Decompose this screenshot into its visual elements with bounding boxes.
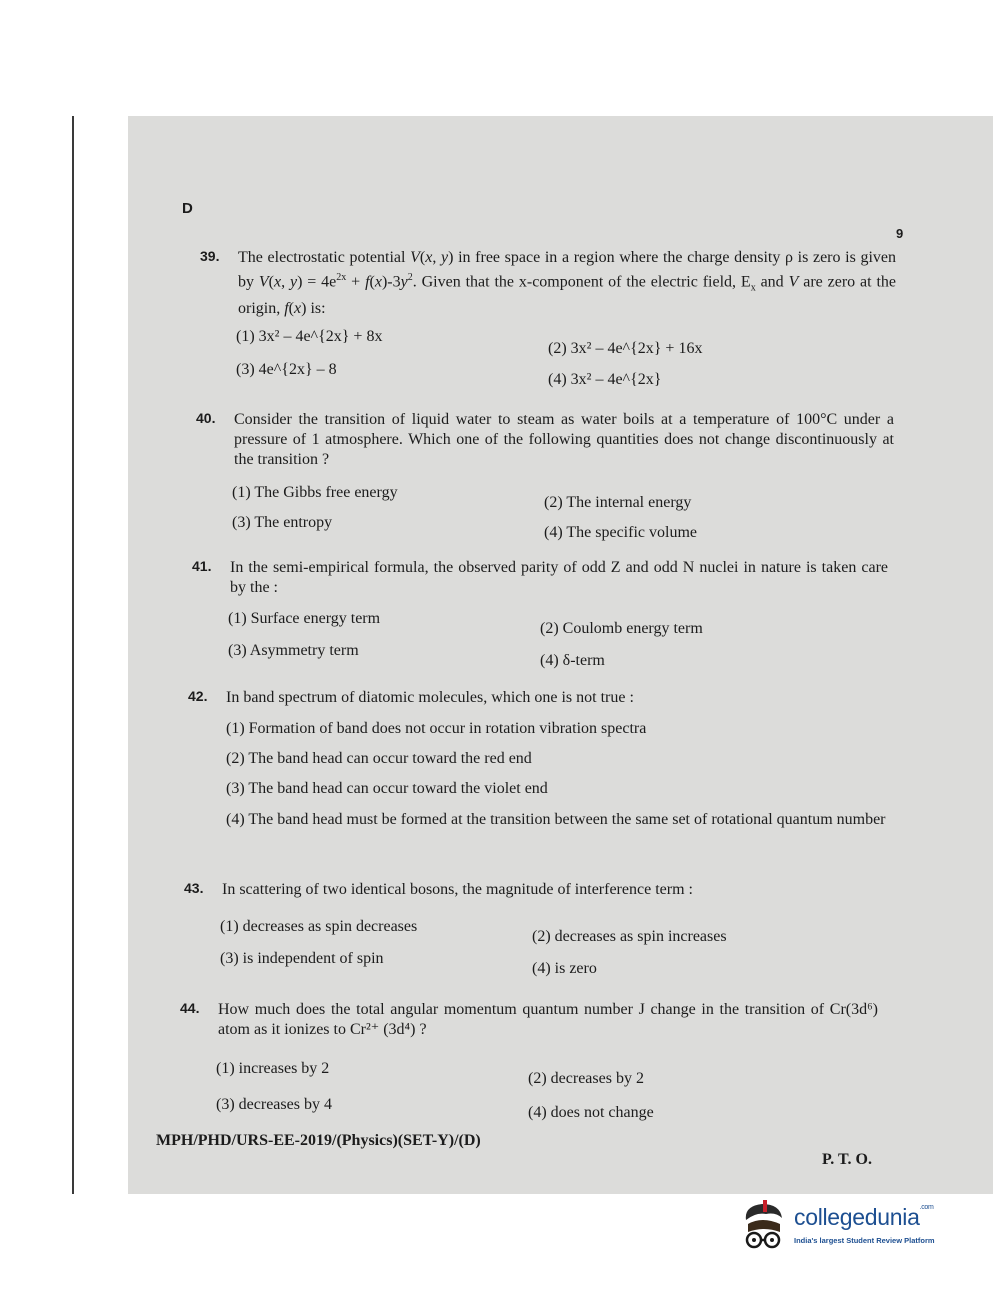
option-1: (1) Formation of band does not occur in rotation vibration spectra (226, 720, 647, 737)
question-number: 40. (196, 410, 216, 426)
page-edge-shadow (72, 116, 74, 1194)
option-1: (1) decreases as spin decreases (220, 918, 418, 935)
option-4: (4) The band head must be formed at the transition between the same set of rotational quantum number (226, 811, 886, 828)
question-stem: In the semi-empirical formula, the observed parity of odd Z and odd N nuclei in nature is taken care by the : (230, 559, 888, 596)
question-stem-rendered: The electrostatic potential V(x, y) in free space in a region where the charge density ρ is zero is given by V(x, $y) = 4e^{2x} + f(x)-3y^2$. Given that the x-component of the electric field, $E_x$ and V are zero at the origin, f(x) is: (238, 249, 897, 317)
option-1: (1) Surface energy term (228, 610, 381, 627)
question-stem: How much does the total angular momentum quantum number J change in the transition of Cr(3d⁶) atom as it ionizes to Cr²⁺ (3d⁴) ? (218, 1001, 878, 1038)
page-number: 9 (896, 226, 904, 241)
option-2: (2) 3x² – 4e^{2x} + 16x (548, 340, 703, 357)
question-41 (192, 558, 888, 669)
option-1: (1) The Gibbs free energy (232, 484, 398, 501)
option-3: (3) 4e^{2x} – 8 (236, 361, 337, 378)
option-4: (4) does not change (528, 1104, 654, 1121)
option-2: (2) The internal energy (544, 494, 692, 511)
option-4: (4) The specific volume (544, 524, 697, 541)
option-4: (4) 3x² – 4e^{2x} (548, 371, 662, 388)
logo-wordmark: collegedunia$^{.com}$ (794, 1204, 934, 1230)
question-number: 44. (180, 1000, 200, 1016)
set-letter: D (182, 200, 193, 217)
logo-tagline: India's largest Student Review Platform (794, 1236, 935, 1245)
option-2: (2) decreases by 2 (528, 1070, 644, 1087)
question-40 (196, 410, 894, 541)
pto-label: P. T. O. (822, 1151, 872, 1168)
option-4: (4) is zero (532, 960, 597, 977)
option-3: (3) decreases by 4 (216, 1096, 332, 1113)
option-3: (3) Asymmetry term (228, 642, 359, 659)
option-2: (2) decreases as spin increases (532, 928, 727, 945)
student-mascot-icon (736, 1198, 792, 1258)
question-stem: Consider the transition of liquid water to steam as water boils at a temperature of 100°C under a pressure of 1 atmosphere. Which one of the following quantities does not change discontinuously at the transition ? (234, 411, 894, 468)
option-1: (1) increases by 2 (216, 1060, 330, 1077)
option-1: (1) 3x² – 4e^{2x} + 8x (236, 328, 383, 345)
option-4: (4) δ-term (540, 652, 605, 669)
option-3: (3) The band head can occur toward the violet end (226, 780, 548, 797)
question-number: 41. (192, 558, 212, 574)
question-stem: In scattering of two identical bosons, the magnitude of interference term : (222, 881, 693, 898)
question-43 (184, 880, 882, 977)
question-number: 42. (188, 688, 208, 704)
collegedunia-logo[interactable] (736, 1198, 966, 1258)
option-2: (2) Coulomb energy term (540, 620, 703, 637)
option-2: (2) The band head can occur toward the red end (226, 750, 532, 767)
question-number: 43. (184, 880, 204, 896)
question-44 (180, 1000, 878, 1121)
option-3: (3) is independent of spin (220, 950, 384, 967)
question-number: 39. (200, 248, 220, 264)
question-42 (188, 688, 886, 828)
question-39 (200, 248, 897, 388)
paper-code: MPH/PHD/URS-EE-2019/(Physics)(SET-Y)/(D) (156, 1132, 481, 1149)
question-stem: In band spectrum of diatomic molecules, which one is not true : (226, 689, 634, 706)
option-3: (3) The entropy (232, 514, 333, 531)
